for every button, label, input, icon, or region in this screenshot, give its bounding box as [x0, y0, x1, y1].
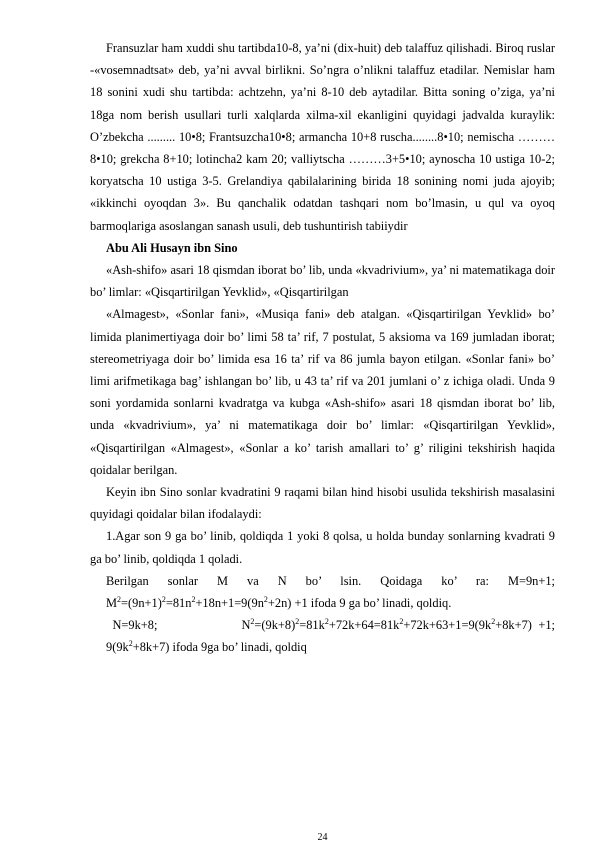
formula-n-conclusion: [90, 636, 555, 658]
superscript: 2: [117, 594, 122, 604]
paragraph-number-names: Fransuzlar ham xuddi shu tartibda10-8, ya’ni (dix-huit) deb talaffuz qilishadi. Biroq ruslar -«vosemnadtsat» deb, ya’ni avval birlikni. So’ngra o’nlikni talaffuz etadilar. Nemislar ham 18 sonini xudi shu tartibda: achtzehn, ya’ni 8-10 deb aytadilar. Bitta soning o’ziga, ya’ni 18ga nom berish usullari turli xalqlarda xilma-xil ekanligini quyidagi jadvalda kuraylik: O’zbekcha ......... 10•8; Frantsuzcha10•8; armancha 10+8 ruscha........8•10; nemischa ………8•10; grekcha 8+10; lotincha2 kam 20; valliytscha ………3+5•10; aynoscha 10 ustiga 10-2; koryatscha 10 ustiga 3-5. Grelandiya qabilalarining birida 18 sonining nomi juda ajoyib; «ikkinchi oyoqdan 3». Bu qanchalik odatdan tashqari nom bo’lmasin, u qul va oyoq barmoqlariga asoslangan sanash usuli, deb tushuntirish tabiiydir: [90, 41, 555, 233]
formula-m-lead: Berilgan sonlar M va N bo’ lsin. Qoidaga ko’ ra: M=9n+1;: [106, 573, 555, 588]
formula-text: =81k: [299, 618, 325, 633]
page-number: 24: [317, 832, 328, 843]
document-page: [90, 37, 555, 659]
superscript: 2: [324, 617, 329, 627]
superscript: 2: [295, 617, 300, 627]
formula-m-expansion: [90, 592, 555, 614]
formula-n-line: [90, 614, 555, 636]
paragraph-square-check: Keyin ibn Sino sonlar kvadratini 9 raqami bilan hind hisobi usulida tekshirish masalasini quyidagi qoidalar bilan ifodalaydi:: [90, 485, 555, 522]
formula-text: =(9k+8): [254, 618, 296, 633]
superscript: 2: [263, 594, 268, 604]
superscript: 2: [250, 617, 255, 627]
formula-m-line: [90, 570, 555, 592]
formula-text: +72k+64=81k: [328, 618, 400, 633]
formula-text: +8k+7) +1;: [495, 618, 555, 633]
formula-text: +8k+7) ifoda 9ga bo’ linadi, qoldiq: [132, 640, 307, 655]
paragraph-ash-shifo-intro: «Ash-shifo» asari 18 qismdan iborat bo’ lib, unda «kvadrivium», ya’ ni matematikaga doir bo’ limlar: «Qisqartirilgan Yevklid», «Qisqartirilgan: [90, 263, 555, 300]
superscript: 2: [191, 594, 196, 604]
formula-text: +18n+1=9(9n: [195, 596, 264, 611]
paragraph-almagest: «Almagest», «Sonlar fani», «Musiqa fani» deb atalgan. «Qisqartirilgan Yevklid» bo’ limida planimertiyaga doir bo’ limi 58 ta’ rif, 7 postulat, 5 aksioma va 169 jumladan iborat; stereometriyaga doir bo’ limida esa 16 ta’ rif va 86 jumla bayon etilgan. «Sonlar fani» bo’ limi arifmetikaga bag’ ishlangan bo’ lib, u 43 ta’ rif va 201 jumlani o’ z ichiga oladi. Unda 9 soni yordamida sonlarni kvadratga va kubga «Ash-shifo» asari 18 qismdan iborat bo’ lib, unda «kvadrivium», ya’ ni matematikaga doir bo’ limlar: «Qisqartirilgan Yevklid», «Qisqartirilgan «Almagest», «Sonlar a ko’ tarish amallari to’ g’ riligini tekshirish haqida qoidalar berilgan.: [90, 307, 555, 477]
paragraph-rule-1: 1.Agar son 9 ga bo’ linib, qoldiqda 1 yoki 8 qolsa, u holda bunday sonlarning kvadrati 9 ga bo’ linib, qoldiqda 1 qoladi.: [90, 529, 555, 566]
superscript: 2: [491, 617, 496, 627]
section-heading-ibn-sino: Abu Ali Husayn ibn Sino: [106, 240, 238, 255]
superscript: 2: [128, 639, 133, 649]
formula-text: +72k+63+1=9(9k: [403, 618, 492, 633]
formula-text: =81n: [165, 596, 192, 611]
formula-text: 9(9k: [106, 640, 129, 655]
superscript: 2: [399, 617, 404, 627]
formula-m-symbol: M: [106, 596, 118, 611]
formula-n-lead: N=9k+8; N: [106, 618, 251, 633]
superscript: 2: [161, 594, 166, 604]
formula-text: +2n) +1 ifoda 9 ga bo’ linadi, qoldiq.: [267, 596, 452, 611]
formula-text: =(9n+1): [121, 596, 162, 611]
